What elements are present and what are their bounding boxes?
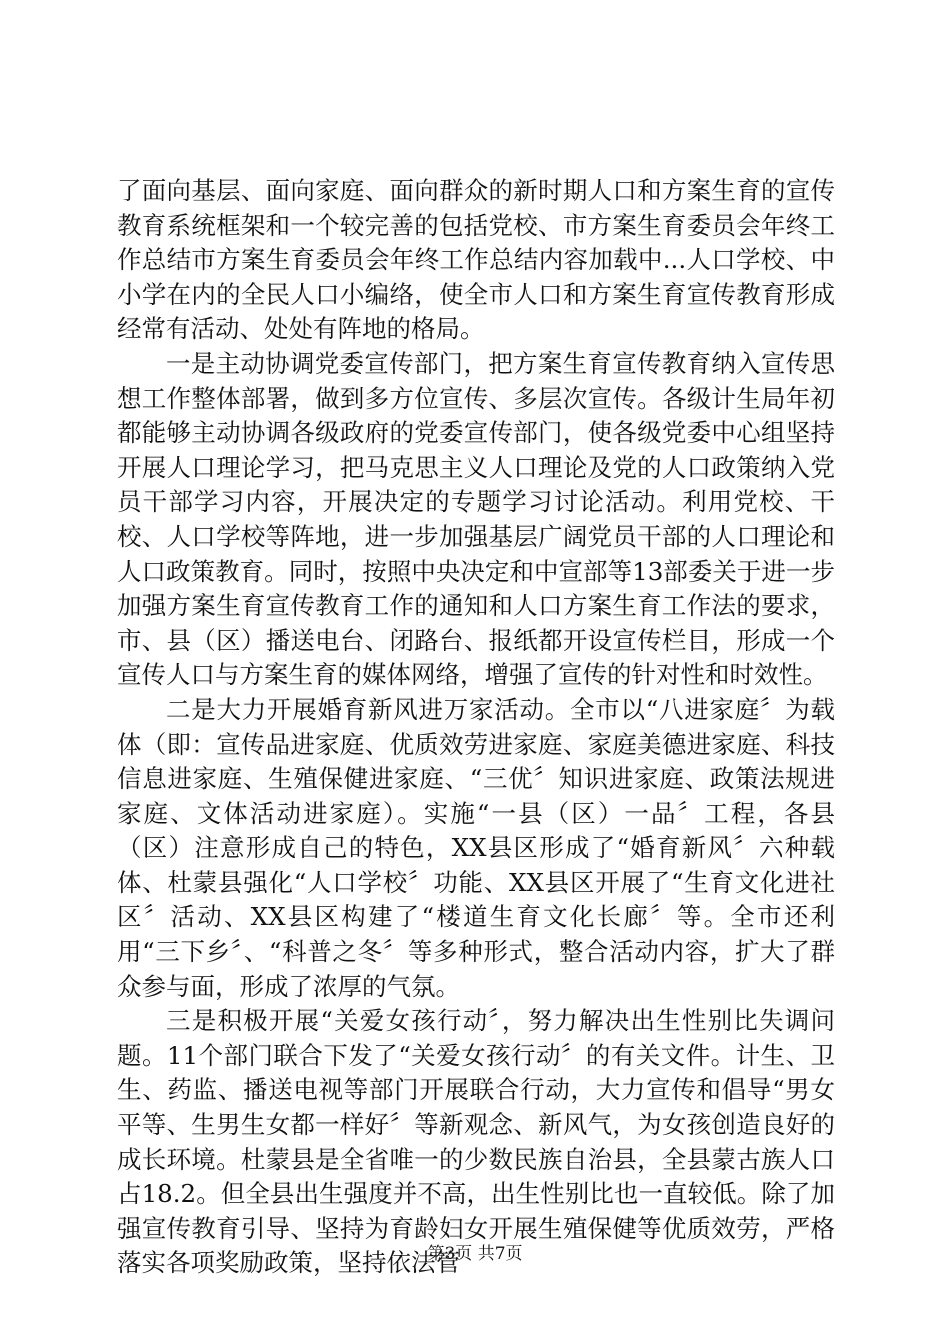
page-number-footer: 第3页 共7页 — [427, 1244, 523, 1264]
paragraph-care-for-girls: 三是积极开展“关爱女孩行动〞，努力解决出生性别比失调问题。11个部门联合下发了“关爱女孩行动〞的有关文件。计生、卫生、药监、播送电视等部门开展联合行动，大力宣传和倡导“男女平等、生男生女都一样好〞等新观念、新风气，为女孩创造良好的成长环境。杜蒙县是全省唯一的少数民族自治县，全县蒙古族人口占18.2。但全县出生强度并不高，出生性别比也一直较低。除了加强宣传教育引导、坚持为育龄妇女开展生殖保健等优质效劳，严格落实各项奖励政策，坚持依法管 — [117, 1006, 835, 1278]
paragraph-party-propaganda: 一是主动协调党委宣传部门，把方案生育宣传教育纳入宣传思想工作整体部署，做到多方位宣传、多层次宣传。各级计生局年初都能够主动协调各级政府的党委宣传部门，使各级党委中心组坚持开展人口理论学习，把马克思主义人口理论及党的人口政策纳入党员干部学习内容，开展决定的专题学习讨论活动。利用党校、干校、人口学校等阵地，进一步加强基层广阔党员干部的人口理论和人口政策教育。同时，按照中央决定和中宣部等13部委关于进一步加强方案生育宣传教育工作的通知和人口方案生育工作法的要求，市、县（区）播送电台、闭路台、报纸都开设宣传栏目，形成一个宣传人口与方案生育的媒体网络，增强了宣传的针对性和时效性。 — [117, 348, 835, 690]
paragraph-continuation: 了面向基层、面向家庭、面向群众的新时期人口和方案生育的宣传教育系统框架和一个较完善的包括党校、市方案生育委员会年终工作总结市方案生育委员会年终工作总结内容加载中...人口学校、中小学在内的全民人口小编络，使全市人口和方案生育宣传教育形成经常有活动、处处有阵地的格局。 — [117, 176, 835, 344]
paragraph-marriage-customs: 二是大力开展婚育新风进万家活动。全市以“八进家庭〞为载体（即：宣传品进家庭、优质效劳进家庭、家庭美德进家庭、科技信息进家庭、生殖保健进家庭、“三优〞知识进家庭、政策法规进家庭、文体活动进家庭）。实施“一县（区）一品〞工程，各县（区）注意形成自己的特色，XX县区形成了“婚育新风〞六种载体、杜蒙县强化“人口学校〞功能、XX县区开展了“生育文化进社区〞活动、XX县区构建了“楼道生育文化长廊〞等。全市还利用“三下乡〞、“科普之冬〞等多种形式，整合活动内容，扩大了群众参与面，形成了浓厚的气氛。 — [117, 694, 835, 1001]
document-body — [117, 174, 835, 1281]
